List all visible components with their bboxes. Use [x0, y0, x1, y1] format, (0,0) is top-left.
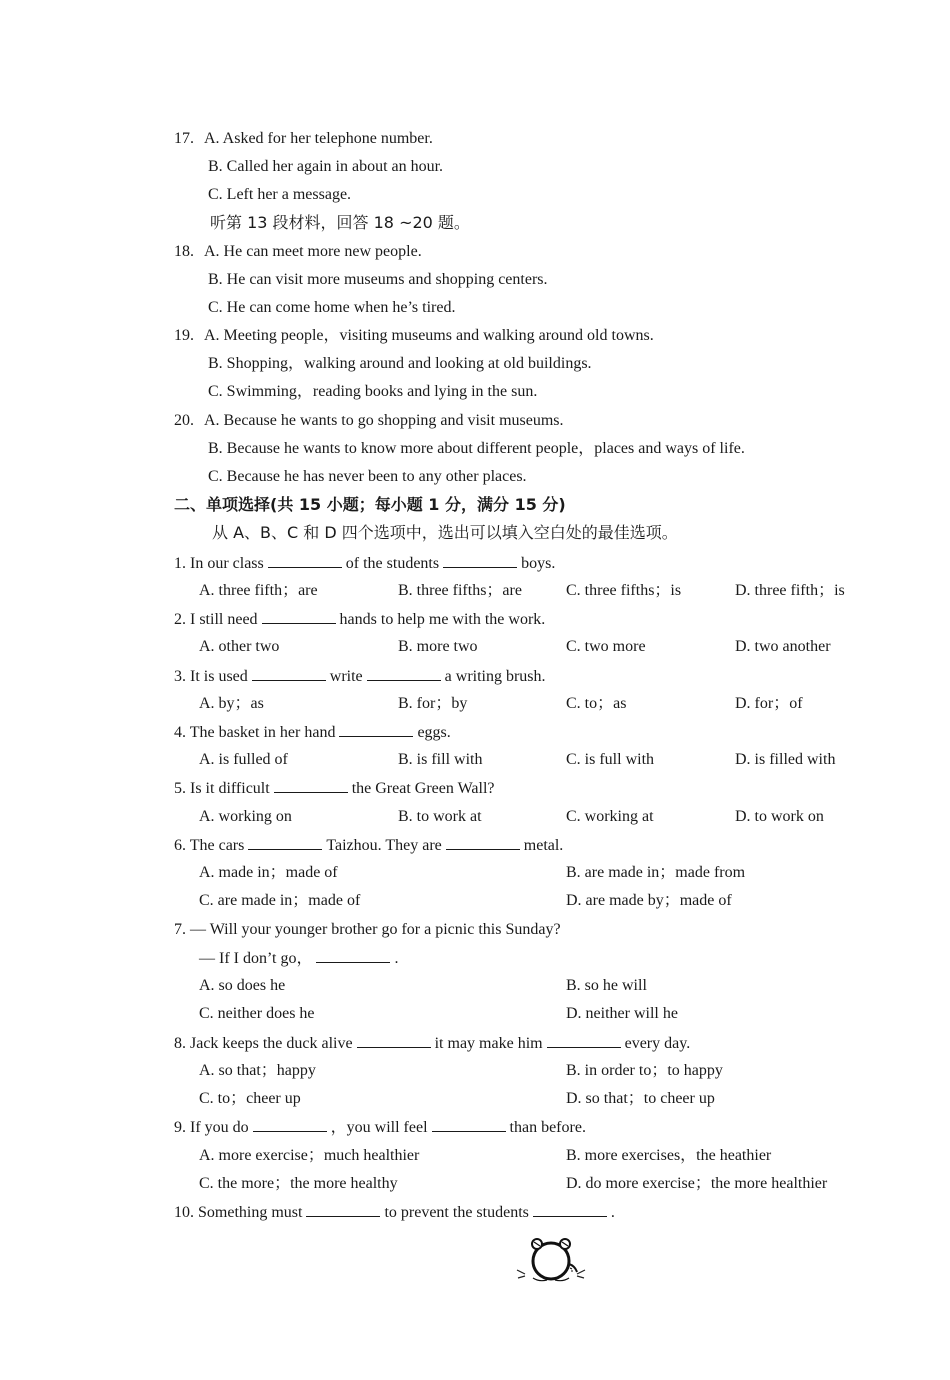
option-d: D. to work on — [735, 808, 824, 825]
answer-blank — [306, 1202, 380, 1217]
question-2 — [174, 609, 545, 630]
answer-blank — [262, 609, 336, 624]
option-a: A. more exercise；much healthier — [199, 1147, 420, 1164]
question-text: 9. If you do — [174, 1119, 249, 1136]
question-9 — [174, 1117, 586, 1138]
question-number: 17. — [174, 130, 194, 147]
question-7-reply — [199, 948, 398, 969]
answer-blank — [339, 722, 413, 737]
option-a: A. other two — [199, 638, 280, 655]
question-20 — [174, 411, 564, 431]
option-b: B. three fifths；are — [398, 582, 522, 599]
question-text: every day. — [624, 1035, 691, 1052]
answer-blank — [446, 835, 520, 850]
question-text: 2. I still need — [174, 611, 258, 628]
option-b: B. more exercises，the heathier — [566, 1147, 772, 1164]
question-text: 6. The cars — [174, 837, 245, 854]
option-a: A. Meeting people，visiting museums and walking around old towns. — [204, 327, 654, 344]
option-c: C. Left her a message. — [208, 186, 352, 203]
question-text: — If I don’t go， — [199, 950, 313, 967]
question-text: hands to help me with the work. — [339, 611, 546, 628]
option-b: B. Called her again in about an hour. — [208, 158, 444, 175]
question-17 — [174, 129, 433, 149]
answer-blank — [432, 1117, 506, 1132]
question-3 — [174, 666, 546, 687]
answer-blank — [252, 666, 326, 681]
option-a: A. made in；made of — [199, 864, 338, 881]
question-text: to prevent the students — [384, 1204, 529, 1221]
question-text: 3. It is used — [174, 668, 248, 685]
option-a: A. so does he — [199, 977, 286, 994]
option-a: A. He can meet more new people. — [204, 243, 422, 260]
option-a: A. is fulled of — [199, 751, 288, 768]
listening-instruction: 听第 13 段材料，回答 18 ~20 题。 — [210, 213, 470, 232]
question-text: . — [610, 1204, 615, 1221]
option-b: B. more two — [398, 638, 478, 655]
option-c: C. is full with — [566, 751, 655, 768]
question-text: . — [394, 950, 399, 967]
option-d: D. two another — [735, 638, 831, 655]
question-4 — [174, 722, 451, 743]
option-b: B. to work at — [398, 808, 482, 825]
question-text: the Great Green Wall? — [351, 780, 495, 797]
option-d: D. are made by；made of — [566, 892, 732, 909]
option-b: B. Shopping，walking around and looking at old buildings. — [208, 355, 592, 372]
option-d: D. three fifth；is — [735, 582, 845, 599]
option-c: C. two more — [566, 638, 646, 655]
question-text: 1. In our class — [174, 555, 264, 572]
answer-blank — [274, 778, 348, 793]
question-text: a writing brush. — [444, 668, 546, 685]
answer-blank — [268, 553, 342, 568]
question-8 — [174, 1033, 690, 1054]
question-19 — [174, 326, 654, 346]
option-b: B. Because he wants to know more about different people，places and ways of life. — [208, 440, 745, 457]
question-text: 10. Something must — [174, 1204, 303, 1221]
option-b: B. so he will — [566, 977, 647, 994]
question-5 — [174, 778, 495, 799]
question-text: metal. — [523, 837, 564, 854]
option-b: B. in order to；to happy — [566, 1062, 723, 1079]
option-b: B. He can visit more museums and shopping centers. — [208, 271, 548, 288]
section-title: 二、单项选择(共 15 小题；每小题 1 分，满分 15 分) — [174, 495, 566, 514]
answer-blank — [316, 948, 390, 963]
answer-blank — [367, 666, 441, 681]
option-c: C. Because he has never been to any other places. — [208, 468, 527, 485]
option-c: C. He can come home when he’s tired. — [208, 299, 456, 316]
answer-blank — [357, 1033, 431, 1048]
option-d: D. neither will he — [566, 1005, 678, 1022]
option-b: B. is fill with — [398, 751, 483, 768]
option-c: C. three fifths；is — [566, 582, 682, 599]
option-a: A. Because he wants to go shopping and visit museums. — [204, 412, 564, 429]
question-number: 18. — [174, 243, 194, 260]
question-text: of the students — [345, 555, 440, 572]
option-c: C. to；as — [566, 695, 627, 712]
option-c: C. to；cheer up — [199, 1090, 301, 1107]
question-text: boys. — [521, 555, 556, 572]
question-text: it may make him — [434, 1035, 543, 1052]
option-c: C. the more；the more healthy — [199, 1175, 398, 1192]
question-text: eggs. — [417, 724, 451, 741]
option-a: A. by；as — [199, 695, 264, 712]
answer-blank — [533, 1202, 607, 1217]
section-instruction: 从 A、B、C 和 D 四个选项中，选出可以填入空白处的最佳选项。 — [212, 523, 678, 542]
question-number: 19. — [174, 327, 194, 344]
question-7: 7. — Will your younger brother go for a picnic this Sunday? — [174, 921, 561, 938]
answer-blank — [248, 835, 322, 850]
question-text: 4. The basket in her hand — [174, 724, 336, 741]
question-text: 8. Jack keeps the duck alive — [174, 1035, 353, 1052]
answer-blank — [547, 1033, 621, 1048]
option-a: A. working on — [199, 808, 292, 825]
question-text: ，you will feel — [330, 1119, 428, 1136]
option-d: D. so that；to cheer up — [566, 1090, 715, 1107]
question-text: than before. — [509, 1119, 586, 1136]
question-10 — [174, 1202, 615, 1223]
option-b: B. are made in；made from — [566, 864, 746, 881]
option-a: A. so that；happy — [199, 1062, 316, 1079]
answer-blank — [443, 553, 517, 568]
option-d: D. do more exercise；the more healthier — [566, 1175, 828, 1192]
cartoon-alarm-clock-icon — [515, 1234, 587, 1284]
option-a: A. Asked for her telephone number. — [204, 130, 433, 147]
question-1 — [174, 553, 555, 574]
question-number: 20. — [174, 412, 194, 429]
option-d: D. for；of — [735, 695, 803, 712]
option-b: B. for；by — [398, 695, 468, 712]
option-c: C. Swimming，reading books and lying in the sun. — [208, 383, 538, 400]
question-6 — [174, 835, 563, 856]
option-c: C. working at — [566, 808, 654, 825]
question-text: Taizhou. They are — [326, 837, 442, 854]
question-18 — [174, 242, 422, 262]
option-c: C. neither does he — [199, 1005, 315, 1022]
question-text: 5. Is it difficult — [174, 780, 270, 797]
option-d: D. is filled with — [735, 751, 836, 768]
answer-blank — [253, 1117, 327, 1132]
option-a: A. three fifth；are — [199, 582, 318, 599]
question-text: write — [329, 668, 363, 685]
option-c: C. are made in；made of — [199, 892, 361, 909]
